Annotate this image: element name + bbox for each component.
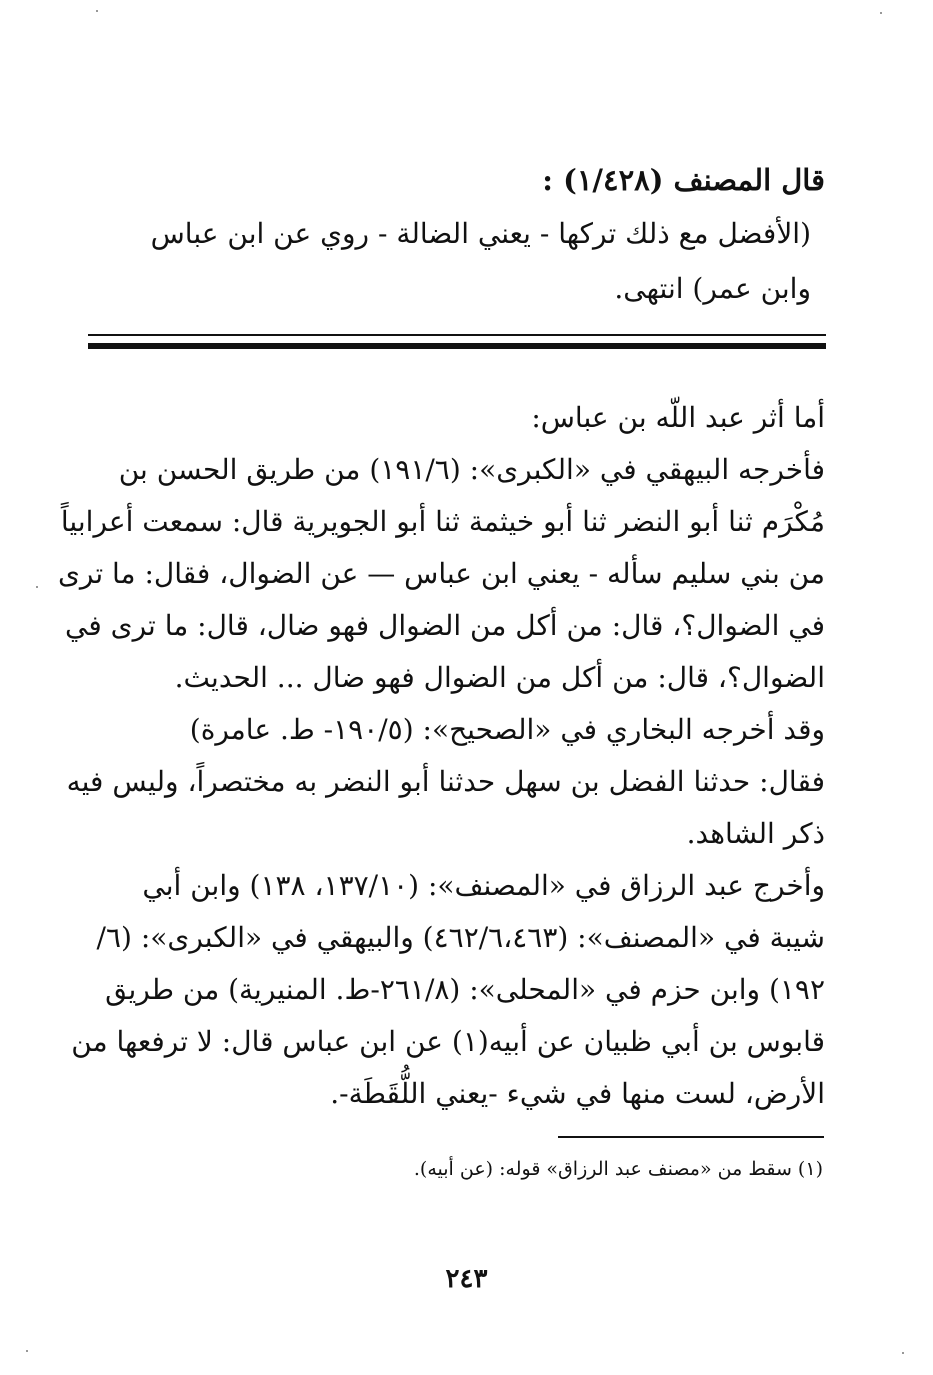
body-line: ذكر الشاهد. bbox=[686, 817, 825, 850]
scan-speck bbox=[880, 12, 882, 14]
footnote-rule bbox=[558, 1136, 824, 1138]
quote-line: (الأفضل مع ذلك تركها - يعني الضالة - روي عن ابن عباس bbox=[150, 217, 811, 250]
section-heading: قال المصنف (١/٤٢٨) : bbox=[542, 163, 825, 197]
body-line: فقال: حدثنا الفضل بن سهل حدثنا أبو النضر به مختصراً، وليس فيه bbox=[66, 765, 825, 798]
footnote: (١) سقط من «مصنف عبد الرزاق» قوله: (عن أبيه). bbox=[413, 1158, 823, 1180]
body-line: وأخرج عبد الرزاق في «المصنف»: (١٣٧/١٠، ١٣٨) وابن أبي bbox=[142, 869, 825, 902]
page-number: ٢٤٣ bbox=[445, 1264, 488, 1294]
separator-rule-thin bbox=[88, 334, 826, 336]
body-line: قابوس بن أبي ظبيان عن أبيه(١) عن ابن عباس قال: لا ترفعها من bbox=[71, 1025, 825, 1058]
scan-speck bbox=[902, 1352, 904, 1354]
scan-speck bbox=[36, 586, 38, 588]
quote-line: وابن عمر) انتهى. bbox=[614, 272, 811, 305]
scan-speck bbox=[96, 10, 98, 12]
body-line: ١٩٢) وابن حزم في «المحلى»: (٢٦١/٨-ط. المنيرية) من طريق bbox=[105, 973, 825, 1006]
body-line: الضوال؟، قال: من أكل من الضوال فهو ضال ... الحديث. bbox=[174, 661, 825, 694]
body-line: في الضوال؟، قال: من أكل من الضوال فهو ضال، قال: ما ترى في bbox=[65, 609, 825, 642]
body-line: من بني سليم سأله - يعني ابن عباس — عن الضوال، فقال: ما ترى bbox=[57, 557, 825, 590]
body-line: أما أثر عبد اللّه بن عباس: bbox=[531, 401, 825, 434]
body-line: الأرض، لست منها في شيء -يعني اللُّقَطَة-. bbox=[330, 1077, 825, 1110]
separator-rule-thick bbox=[88, 343, 826, 349]
scan-speck bbox=[26, 1350, 28, 1352]
body-line: شيبة في «المصنف»: (٤٦٢/٦،٤٦٣) والبيهقي في «الكبرى»: (٦/ bbox=[96, 921, 825, 954]
body-line: وقد أخرجه البخاري في «الصحيح»: (١٩٠/٥- ط. عامرة) bbox=[189, 713, 825, 746]
body-line: فأخرجه البيهقي في «الكبرى»: (١٩١/٦) من طريق الحسن بن bbox=[118, 453, 825, 486]
body-line: مُكْرَم ثنا أبو النضر ثنا أبو خيثمة ثنا أبو الجويرية قال: سمعت أعرابياً bbox=[60, 505, 825, 538]
